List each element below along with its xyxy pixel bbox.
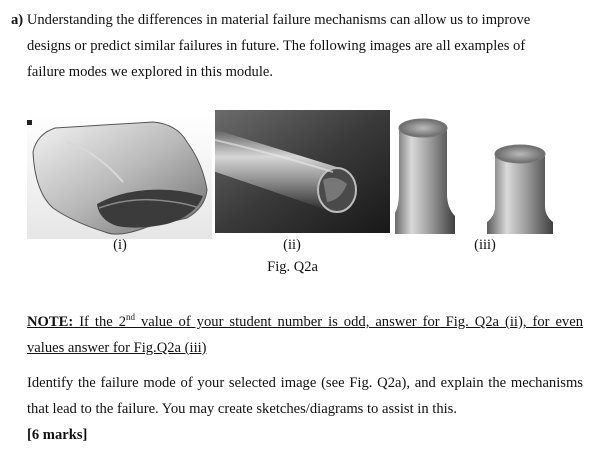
caption-i: (i) bbox=[113, 237, 127, 253]
figure-image-ii bbox=[215, 110, 390, 233]
note-text-after: value of your student number is odd, answer for Fig. Q2a (ii), for even values answer for Fig.Q2a (iii) bbox=[27, 313, 583, 356]
note-superscript: nd bbox=[126, 312, 135, 322]
figure-image-i bbox=[27, 112, 212, 239]
note-paragraph bbox=[27, 304, 583, 361]
intro-line-1: Understanding the differences in material failure mechanisms can allow us to improve bbox=[26, 12, 531, 28]
question-intro bbox=[11, 7, 584, 85]
caption-ii: (ii) bbox=[283, 237, 301, 253]
note-text-before: If the 2 bbox=[73, 313, 126, 330]
task-paragraph bbox=[27, 370, 583, 448]
note-label: NOTE: bbox=[27, 313, 74, 330]
intro-line-2: designs or predict similar failures in future. The following images are all examples of bbox=[27, 38, 526, 54]
intro-line-3: failure modes we explored in this module. bbox=[27, 64, 274, 80]
caption-iii: (iii) bbox=[474, 237, 496, 253]
task-text: Identify the failure mode of your selected image (see Fig. Q2a), and explain the mechanisms that lead to the failure. You may create sketches/diagrams to assist in this. bbox=[27, 375, 583, 417]
figure-image-iii bbox=[395, 112, 565, 234]
marks-label: [6 marks] bbox=[27, 427, 88, 443]
figure-title: Fig. Q2a bbox=[267, 259, 318, 275]
question-letter: a) bbox=[11, 12, 24, 28]
